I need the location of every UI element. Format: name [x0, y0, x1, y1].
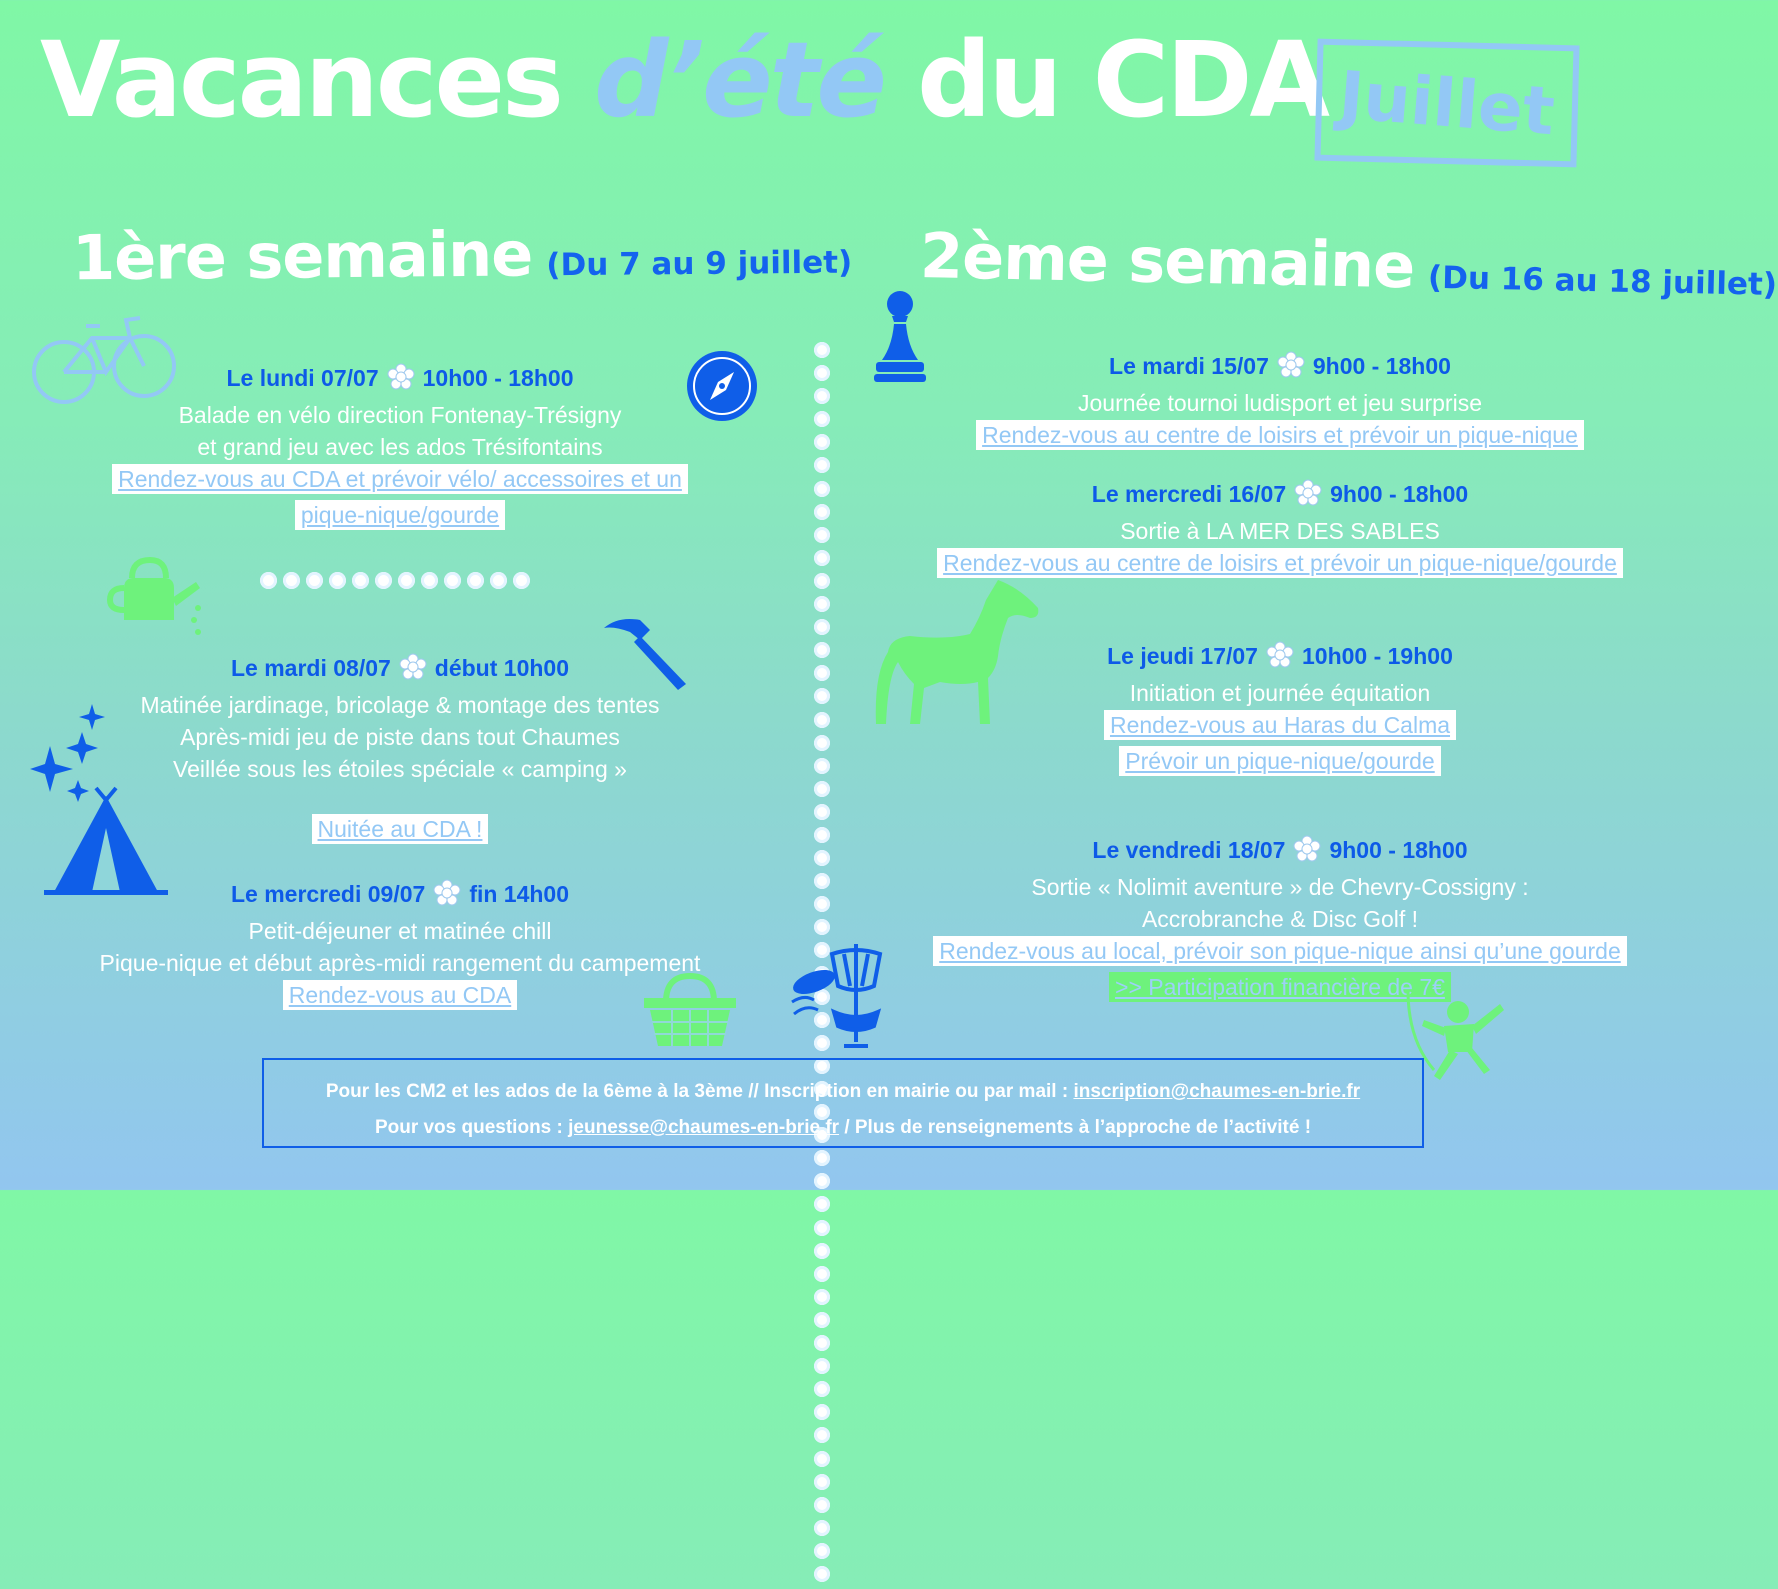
flower-icon	[1277, 351, 1305, 387]
activity-day: Le mardi 08/07	[230, 655, 391, 681]
activity-wednesday-1607	[880, 478, 1680, 583]
inscription-email-link[interactable]: inscription@chaumes-en-brie.fr	[1073, 1081, 1361, 1102]
activity-time: 9h00 - 18h00	[1312, 353, 1451, 379]
activity-time: 9h00 - 18h00	[1329, 837, 1468, 863]
activity-day: Le mardi 15/07	[1109, 353, 1269, 379]
title-part1: Vacances	[40, 19, 595, 141]
rdv-note: Rendez-vous au CDA	[283, 980, 517, 1010]
activity-time: 10h00 - 19h00	[1301, 643, 1453, 669]
rdv-note: pique-nique/gourde	[295, 500, 505, 530]
activity-desc-line: Sortie à LA MER DES SABLES	[1120, 518, 1440, 544]
rdv-note: Nuitée au CDA !	[312, 814, 489, 844]
footer-line2-text: Pour vos questions :	[374, 1117, 569, 1138]
activity-day: Le lundi 07/07	[226, 365, 379, 391]
activity-date-line	[880, 350, 1680, 387]
week2-dates: (Du 16 au 18 juillet)	[1427, 259, 1778, 303]
watering-can-icon	[104, 548, 204, 644]
compass-icon	[686, 350, 758, 422]
activity-day: Le mercredi 09/07	[230, 881, 426, 907]
activity-desc-line: et grand jeu avec les ados Trésifontains	[197, 434, 603, 460]
rdv-note: Rendez-vous au Haras du Calma	[1104, 710, 1456, 740]
activity-time: 9h00 - 18h00	[1330, 481, 1469, 507]
flower-icon	[1293, 835, 1321, 871]
footer-line-2	[264, 1110, 1422, 1146]
rdv-note: Rendez-vous au centre de loisirs et prévoir un pique-nique/gourde	[937, 548, 1623, 578]
flower-icon	[1294, 479, 1322, 515]
activity-desc-line: Pique-nique et début après-midi rangement du campement	[99, 950, 701, 976]
activity-tuesday-1507	[880, 350, 1680, 455]
bicycle-icon	[28, 300, 180, 410]
info-footer	[262, 1058, 1424, 1148]
week2-title: 2ème semaine	[919, 219, 1416, 303]
horse-icon	[870, 578, 1040, 726]
activity-date-line	[880, 478, 1680, 515]
title-accent: d’été	[594, 19, 884, 141]
activity-time: début 10h00	[434, 655, 570, 681]
month-label: Juillet	[1336, 56, 1558, 150]
footer-line1-text: Pour les CM2 et les ados de la 6ème à la 3ème // Inscription en mairie ou par mail :	[325, 1081, 1074, 1102]
flower-icon	[387, 363, 415, 399]
activity-friday-1807	[880, 834, 1680, 1007]
picnic-basket-icon	[642, 972, 738, 1048]
activity-desc-line: Sortie « Nolimit aventure » de Chevry-Cossigny :	[1031, 874, 1529, 900]
tent-icon	[44, 788, 168, 898]
activity-desc-line: Balade en vélo direction Fontenay-Trésigny	[178, 402, 622, 428]
activity-desc-line: Petit-déjeuner et matinée chill	[248, 918, 552, 944]
activity-day: Le vendredi 18/07	[1092, 837, 1286, 863]
hammer-icon	[600, 612, 696, 690]
horizontal-dot-divider	[260, 572, 536, 590]
activity-date-line	[880, 834, 1680, 871]
activity-time: fin 14h00	[469, 881, 570, 907]
flower-icon	[433, 879, 461, 915]
activity-desc-line: Initiation et journée équitation	[1129, 680, 1431, 706]
rdv-note: Rendez-vous au CDA et prévoir vélo/ accessoires et un	[112, 464, 688, 494]
activity-desc-line: Journée tournoi ludisport et jeu surprise	[1077, 390, 1482, 416]
footer-line2-end: / Plus de renseignements à l’approche de l’activité !	[839, 1117, 1312, 1138]
participation-note: >> Participation financière de 7€	[1109, 972, 1451, 1002]
rdv-note: Rendez-vous au centre de loisirs et prévoir un pique-nique	[976, 420, 1584, 450]
chess-pawn-icon	[874, 290, 926, 382]
activity-day: Le jeudi 17/07	[1107, 643, 1258, 669]
month-stamp	[1314, 39, 1579, 168]
page-title	[40, 18, 1327, 143]
disc-golf-icon	[790, 942, 900, 1050]
week1-title: 1ère semaine	[71, 217, 533, 295]
week1-dates: (Du 7 au 9 juillet)	[546, 244, 853, 284]
rdv-note: Rendez-vous au local, prévoir son pique-nique ainsi qu’une gourde	[933, 936, 1627, 966]
footer-line-1	[264, 1074, 1422, 1110]
activity-desc-line: Accrobranche & Disc Golf !	[1141, 906, 1419, 932]
activity-desc-line: Veillée sous les étoiles spéciale « camping »	[173, 756, 627, 782]
week1-heading	[72, 215, 853, 296]
week2-heading	[919, 219, 1778, 311]
flower-icon	[1266, 641, 1294, 677]
rdv-note: Prévoir un pique-nique/gourde	[1119, 746, 1440, 776]
activity-time: 10h00 - 18h00	[422, 365, 574, 391]
activity-desc-line: Matinée jardinage, bricolage & montage des tentes	[140, 692, 660, 718]
jeunesse-email-link[interactable]: jeunesse@chaumes-en-brie.fr	[568, 1117, 840, 1138]
activity-desc-line: Après-midi jeu de piste dans tout Chaumes	[180, 724, 620, 750]
flower-icon	[399, 653, 427, 689]
activity-day: Le mercredi 16/07	[1091, 481, 1287, 507]
title-part2: du CDA	[883, 19, 1327, 141]
